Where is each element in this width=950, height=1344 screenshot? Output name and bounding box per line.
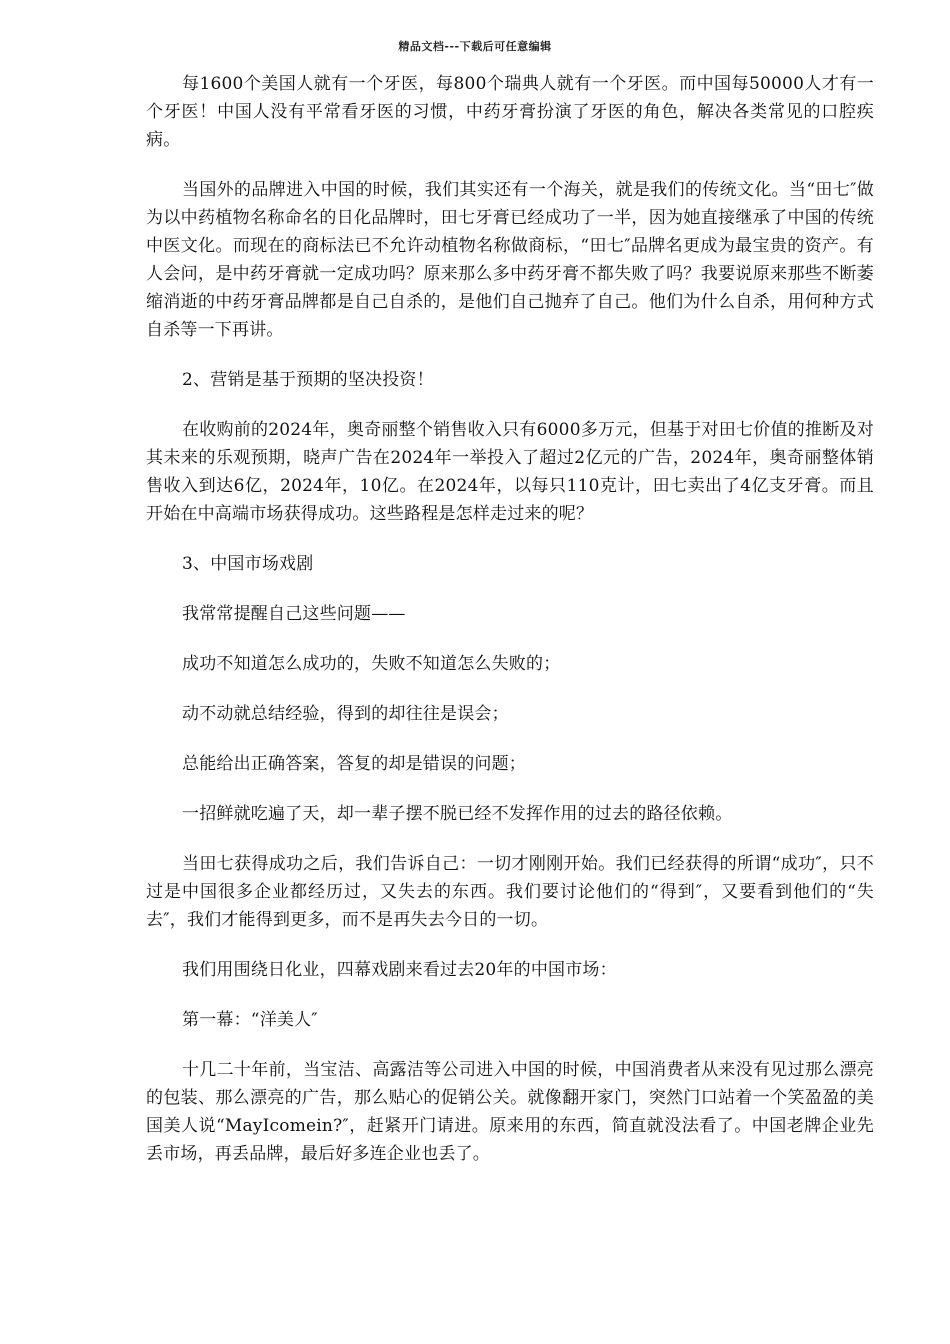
paragraph-reminder-4: 一招鲜就吃遍了天，却一辈子摆不脱已经不发挥作用的过去的路径依赖。 [182, 804, 733, 824]
paragraph-reminder-intro: 我常常提醒自己这些问题—— [182, 604, 406, 624]
document-body [146, 70, 874, 1190]
paragraph-reminder-2: 动不动就总结经验，得到的却往往是误会； [182, 704, 509, 724]
section-heading-marketing: 2、营销是基于预期的坚决投资！ [182, 370, 434, 390]
paragraph-dentist-stats: 每1600个美国人就有一个牙医，每800个瑞典人就有一个牙医。而中国每50000人才有一个牙医！中国人没有平常看牙医的习惯，中药牙膏扮演了牙医的角色，解决各类常见的口腔疾病。 [146, 74, 874, 150]
section-heading-market-drama: 3、中国市场戏剧 [182, 554, 314, 574]
paragraph-traditional-culture: 当国外的品牌进入中国的时候，我们其实还有一个海关，就是我们的传统文化。当“田七″做为以中药植物名称命名的日化品牌时，田七牙膏已经成功了一半，因为她直接继承了中国的传统中医文化。而现在的商标法已不允许动植物名称做商标，“田七″品牌名更成为最宝贵的资产。有人会问，是中药牙膏就一定成功吗？原来那么多中药牙膏不都失败了吗？我要说原来那些不断萎缩消逝的中药牙膏品牌都是自己自杀的，是他们自己抛弃了自己。他们为什么自杀，用何种方式自杀等一下再讲。 [146, 180, 874, 340]
paragraph-sales-growth: 在收购前的2024年，奥奇丽整个销售收入只有6000多万元，但基于对田七价值的推断及对其未来的乐观预期，晓声广告在2024年一举投入了超过2亿元的广告，2024年，奥奇丽整体销售收入到达6亿，2024年，10亿。在2024年，以每只110克计，田七卖出了4亿支牙膏。而且开始在中高端市场获得成功。这些路程是怎样走过来的呢？ [146, 420, 874, 524]
paragraph-foreign-beauty: 十几二十年前，当宝洁、高露洁等公司进入中国的时候，中国消费者从来没有见过那么漂亮的包装、那么漂亮的广告，那么贴心的促销公关。就像翻开家门，突然门口站着一个笑盈盈的美国美人说“MayIcomein?″，赶紧开门请进。原来用的东西，简直就没法看了。中国老牌企业先丢市场，再丢品牌，最后好多连企业也丢了。 [146, 1060, 874, 1164]
page-header: 精品文档---下载后可任意编辑 [398, 40, 552, 53]
paragraph-reminder-3: 总能给出正确答案，答复的却是错误的问题； [182, 754, 526, 774]
act-one-heading: 第一幕：“洋美人″ [182, 1010, 318, 1030]
paragraph-four-acts: 我们用围绕日化业，四幕戏剧来看过去20年的中国市场： [182, 960, 617, 980]
paragraph-reminder-1: 成功不知道怎么成功的，失败不知道怎么失败的； [182, 654, 561, 674]
paragraph-after-success: 当田七获得成功之后，我们告诉自己：一切才刚刚开始。我们已经获得的所谓“成功″，只不过是中国很多企业都经历过，又失去的东西。我们要讨论他们的“得到″，又要看到他们的“失去″，我们才能得到更多，而不是再失去今日的一切。 [146, 854, 874, 930]
